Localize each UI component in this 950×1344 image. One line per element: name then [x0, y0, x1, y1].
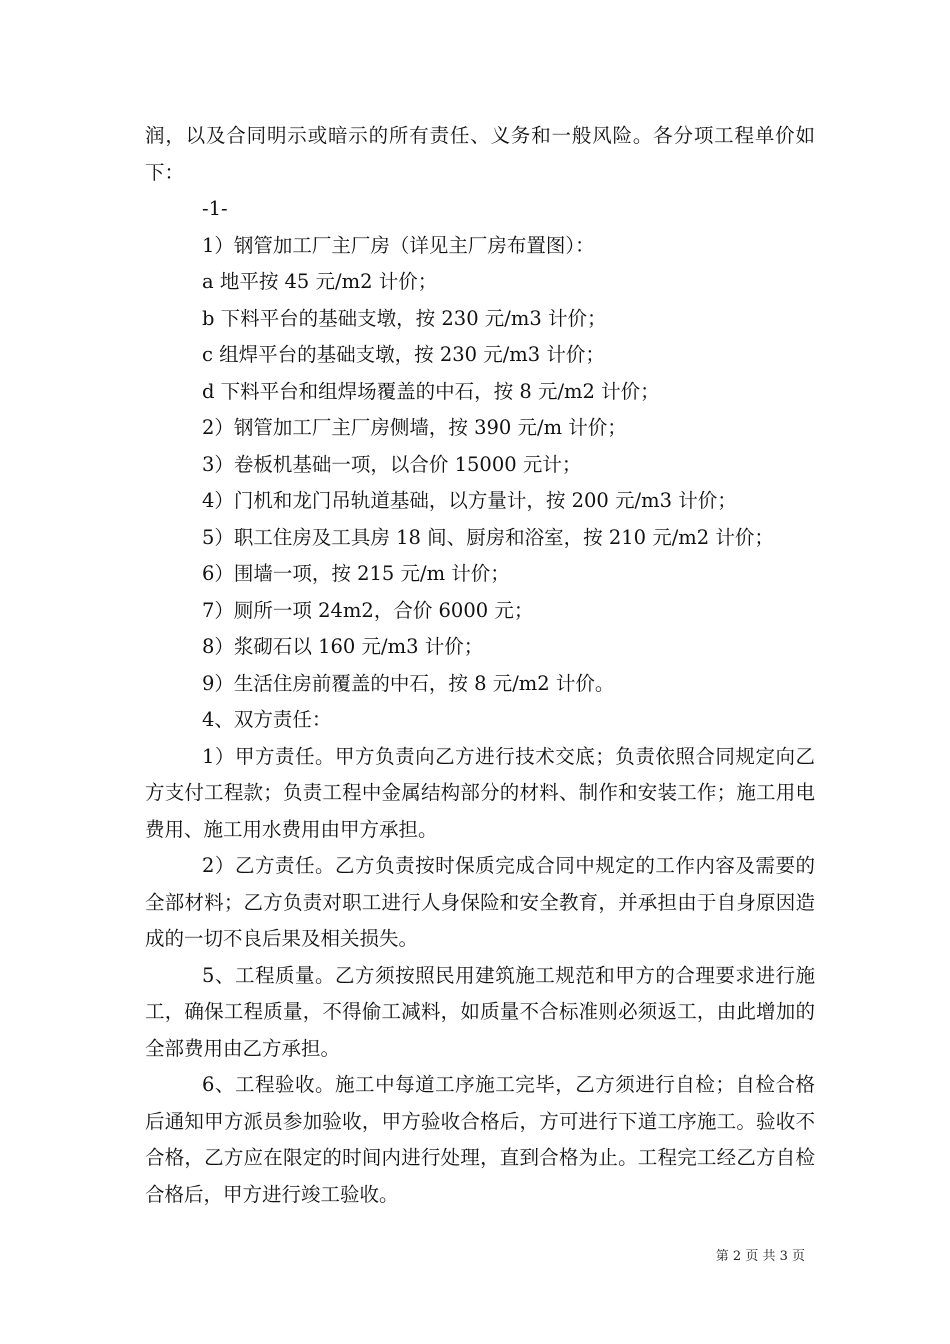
party-b-responsibility: 2）乙方责任。乙方负责按时保质完成合同中规定的工作内容及需要的全部材料；乙方负责对职工进行人身保险和安全教育，并承担由于自身原因造成的一切不良后果及相关损失。 [145, 854, 815, 950]
opening-paragraph: 润，以及合同明示或暗示的所有责任、义务和一般风险。各分项工程单价如下： [145, 124, 815, 184]
price-list [145, 228, 815, 703]
price-item-9: 9）生活住房前覆盖的中石，按 8 元/m2 计价。 [202, 671, 615, 695]
price-item-1: 1）钢管加工厂主厂房（详见主厂房布置图）： [202, 233, 595, 257]
document-body [145, 118, 815, 1213]
party-a-responsibility: 1）甲方责任。甲方负责向乙方进行技术交底；负责依照合同规定向乙方支付工程款；负责工程中金属结构部分的材料、制作和安装工作；施工用电费用、施工用水费用由甲方承担。 [145, 744, 815, 841]
acceptance-clause: 6、工程验收。施工中每道工序施工完毕，乙方须进行自检；自检合格后通知甲方派员参加验收，甲方验收合格后，方可进行下道工序施工。验收不合格，乙方应在限定的时间内进行处理，直到合格为止。工程完工经乙方自检合格后，甲方进行竣工验收。 [145, 1073, 815, 1206]
price-item-1b: b 下料平台的基础支墩，按 230 元/m3 计价； [202, 306, 607, 330]
page-footer: 第 2 页 共 3 页 [715, 1249, 805, 1264]
price-item-7: 7）厕所一项 24m2，合价 6000 元； [202, 598, 534, 622]
price-item-2: 2）钢管加工厂主厂房侧墙，按 390 元/m 计价； [202, 416, 627, 439]
section-4-heading: 4、双方责任： [202, 708, 332, 731]
price-item-1a: a 地平按 45 元/m2 计价； [202, 270, 438, 293]
price-item-8: 8）浆砌石以 160 元/m3 计价； [202, 635, 484, 658]
price-item-6: 6）围墙一项，按 215 元/m 计价； [202, 562, 510, 585]
quality-clause: 5、工程质量。乙方须按照民用建筑施工规范和甲方的合理要求进行施工，确保工程质量，不得偷工减料，如质量不合标准则必须返工，由此增加的全部费用由乙方承担。 [145, 963, 815, 1060]
price-item-1c: c 组焊平台的基础支墩，按 230 元/m3 计价； [202, 343, 605, 366]
price-item-3: 3）卷板机基础一项，以合价 15000 元计； [202, 452, 582, 476]
price-item-4: 4）门机和龙门吊轨道基础，以方量计，按 200 元/m3 计价； [202, 489, 737, 512]
page-marker: -1- [202, 197, 228, 220]
price-item-5: 5）职工住房及工具房 18 间、厨房和浴室，按 210 元/m2 计价； [202, 525, 774, 549]
price-item-1d: d 下料平台和组焊场覆盖的中石，按 8 元/m2 计价； [202, 379, 660, 403]
